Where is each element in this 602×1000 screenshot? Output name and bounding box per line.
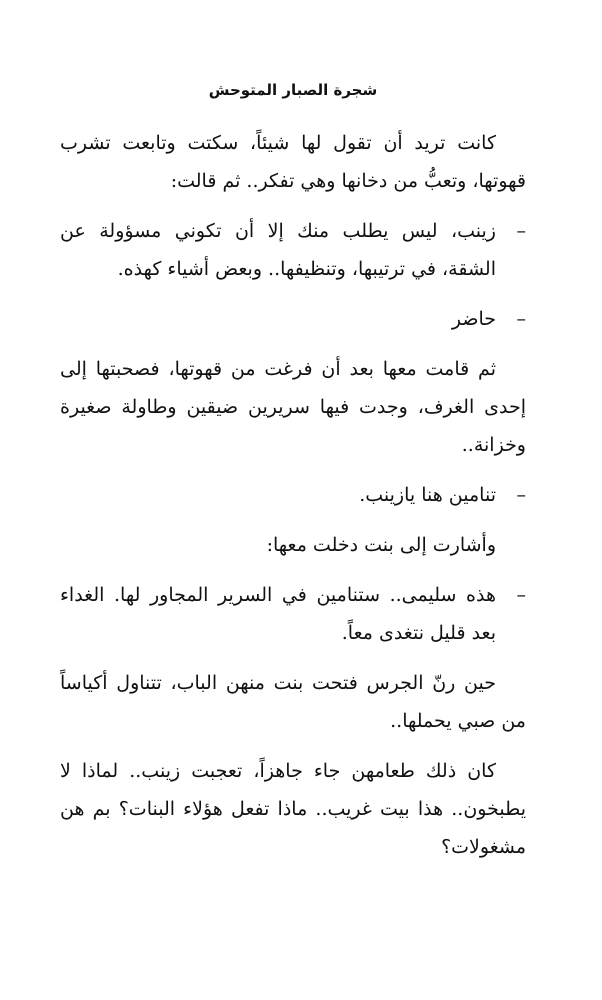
paragraph: وأشارت إلى بنت دخلت معها: (266, 534, 496, 556)
paragraph: كان ذلك طعامهن جاء جاهزاً، تعجبت زينب.. لماذا لا يطبخون.. هذا بيت غريب.. ماذا تفعل هؤلاء البنات؟ بم هن مشغولات؟ (60, 760, 526, 858)
paragraph: حين رنّ الجرس فتحت بنت منهن الباب، تتناول أكياساً من صبي يحملها.. (60, 672, 526, 732)
dialog-text: هذه سليمى.. ستنامين في السرير المجاور لها. الغداء بعد قليل نتغدى معاً. (60, 584, 496, 644)
dialog-text: زينب، ليس يطلب منك إلا أن تكوني مسؤولة عن الشقة، في ترتيبها، وتنظيفها.. وبعض أشياء كهذه. (60, 220, 496, 280)
paragraph: كانت تريد أن تقول لها شيئاً، سكتت وتابعت تشرب قهوتها، وتعبُّ من دخانها وهي تفكر.. ثم قالت: (60, 132, 526, 192)
dialog-text: حاضر (451, 308, 496, 330)
chapter-title: شجرة الصبار المتوحش (208, 81, 378, 99)
dialog-text: تنامين هنا يازينب. (359, 484, 496, 506)
dialog-line (60, 476, 526, 514)
book-page (60, 74, 526, 878)
paragraph: ثم قامت معها بعد أن فرغت من قهوتها، فصحبتها إلى إحدى الغرف، وجدت فيها سريرين ضيقين وطاولة صغيرة وخزانة.. (60, 358, 526, 456)
dialog-dash: – (516, 308, 526, 330)
dialog-dash: – (516, 220, 526, 242)
dialog-line (60, 300, 526, 338)
dialog-line (60, 212, 526, 288)
dialog-line (60, 576, 526, 652)
dialog-dash: – (516, 484, 526, 506)
dialog-dash: – (516, 584, 526, 606)
